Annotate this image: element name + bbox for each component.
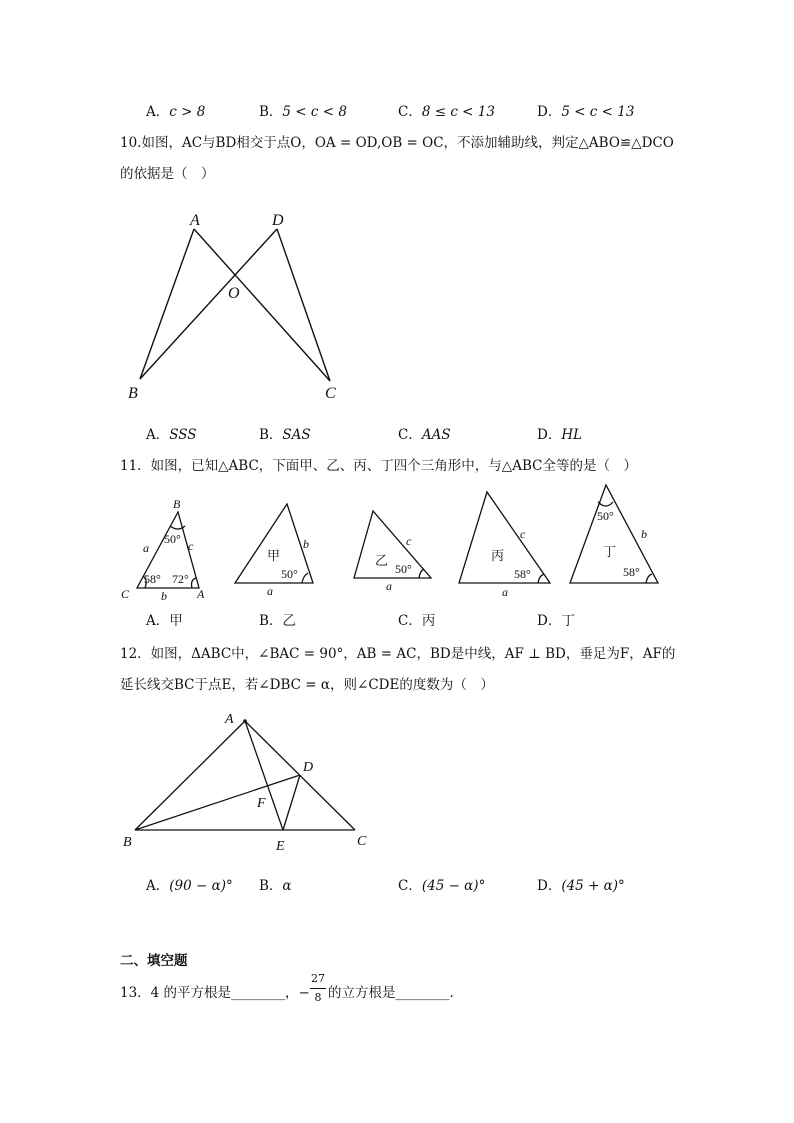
q13-fraction-denominator: 8 <box>314 991 322 1004</box>
q9-option-b: B．5 < c < 8 <box>259 104 347 120</box>
q11-jia-side-b: b <box>303 537 309 551</box>
q11-abc-angle-b: 50° <box>164 532 181 546</box>
q10-stem-line2: 的依据是（ ） <box>120 166 215 182</box>
section-title-fill-in: 二、填空题 <box>120 953 188 969</box>
q12-option-a: A．(90 − α)° <box>146 878 233 894</box>
q11-abc-angle-c: 58° <box>144 572 161 586</box>
q11-option-d: D．丁 <box>537 613 575 629</box>
q9-option-a: A．c > 8 <box>146 104 206 120</box>
q11-ding-angle-top: 50° <box>597 509 614 523</box>
q11-figures <box>110 480 680 605</box>
q9-option-c: C．8 ≤ c < 13 <box>398 104 495 120</box>
q11-jia-side-a: a <box>267 584 273 598</box>
q12-label-b: B <box>123 835 132 850</box>
q11-ding-angle: 58° <box>623 565 640 579</box>
q11-ding-name: 丁 <box>603 544 617 559</box>
q9-option-d: D．5 < c < 13 <box>537 104 635 120</box>
q11-bing-angle: 58° <box>514 567 531 581</box>
q11-yi-name: 乙 <box>375 553 389 568</box>
q11-abc-side-b: b <box>161 589 167 603</box>
q12-label-e: E <box>276 839 285 854</box>
q11-abc-label-c: C <box>121 587 130 601</box>
q13-fraction-numerator: 27 <box>311 972 325 985</box>
q11-option-a: A．甲 <box>146 613 183 629</box>
q11-stem-line1: 11．如图，已知△ABC，下面甲、乙、丙、丁四个三角形中，与△ABC全等的是（ ） <box>120 458 637 474</box>
q10-stem-line1: 10.如图，AC与BD相交于点O，OA = OD,OB = OC，不添加辅助线，判定△ABO≌△DCO <box>120 135 674 151</box>
q11-abc-side-a: a <box>143 541 149 555</box>
q10-label-d: D <box>272 212 284 229</box>
q11-jia-angle: 50° <box>281 567 298 581</box>
q12-option-c: C．(45 − α)° <box>398 878 486 894</box>
q13-part2: 的立方根是________． <box>328 985 463 1001</box>
q12-stem-line2: 延长线交BC于点E，若∠DBC = α，则∠CDE的度数为（ ） <box>120 677 494 693</box>
q10-label-o: O <box>228 285 240 302</box>
q11-option-c: C．丙 <box>398 613 436 629</box>
q12-figure <box>115 705 385 860</box>
q13-part1: 13．4 的平方根是________，− <box>120 985 310 1001</box>
q11-abc-label-a: A <box>197 587 205 601</box>
q12-label-f: F <box>257 796 266 811</box>
q11-option-b: B．乙 <box>259 613 296 629</box>
q11-bing-side-a: a <box>502 585 508 599</box>
q12-option-b: B．α <box>259 878 292 894</box>
q11-abc-side-c: c <box>188 539 194 553</box>
q11-abc-angle-a: 72° <box>172 572 189 586</box>
q11-abc-label-b: B <box>173 497 181 511</box>
q11-yi-angle: 50° <box>395 562 412 576</box>
q11-yi-side-a: a <box>386 579 392 593</box>
q12-option-d: D．(45 + α)° <box>537 878 625 894</box>
q10-label-c: C <box>325 385 336 402</box>
q11-bing-side-c: c <box>520 527 526 541</box>
q13-fraction-bar <box>310 988 326 989</box>
q11-yi-side-c: c <box>406 534 412 548</box>
q12-label-a: A <box>225 712 234 727</box>
q10-option-d: D．HL <box>537 427 583 443</box>
q10-label-b: B <box>128 385 138 402</box>
q10-figure <box>120 205 360 405</box>
q10-label-a: A <box>190 212 200 229</box>
q10-option-b: B．SAS <box>259 427 311 443</box>
q12-label-c: C <box>357 834 367 849</box>
q11-bing-name: 丙 <box>491 548 505 563</box>
q12-stem-line1: 12．如图，ΔABC中，∠BAC = 90°，AB = AC，BD是中线，AF ⊥ BD，垂足为F，AF的 <box>120 646 676 662</box>
q10-option-a: A．SSS <box>146 427 197 443</box>
q11-jia-name: 甲 <box>267 548 281 563</box>
q11-ding-side-b: b <box>641 527 647 541</box>
q12-label-d: D <box>303 760 314 775</box>
q10-option-c: C．AAS <box>398 427 451 443</box>
